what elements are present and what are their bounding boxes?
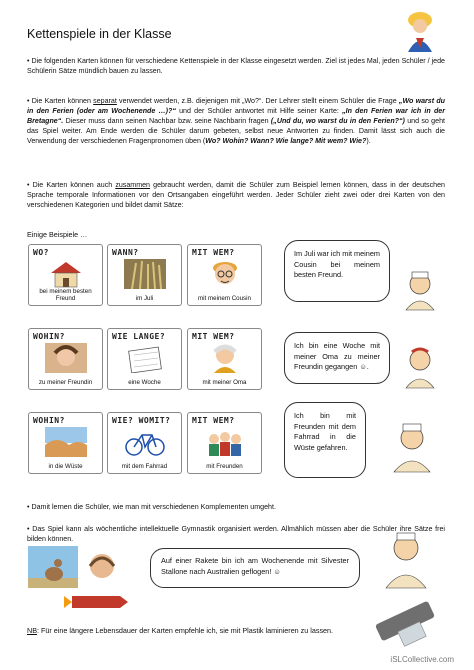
footer-watermark: iSLCollective.com (390, 655, 454, 664)
laughing-chef-icon (372, 528, 440, 590)
paragraph-gymnastics: • Das Spiel kann als wöchentliche intellektuelle Gymnastik organisiert werden. Allmählich müssen aber die Schüler ihre Sätze frei bilden können. (27, 525, 445, 543)
calendar-icon (124, 343, 166, 373)
bicycle-icon (124, 427, 166, 457)
paragraph-complements: • Damit lernen die Schüler, wie man mit verschiedenen Komplementen umgeht. (27, 503, 276, 511)
kangaroo-rocket-collage-icon (28, 546, 138, 608)
girlfriend-photo-icon (45, 343, 87, 373)
card-mit-wem: MIT WEM? mit meinem Cousin (187, 244, 262, 306)
paragraph-intro: • Die folgenden Karten können für verschiedene Kettenspiele in der Klasse eingesetzt werden. Ziel ist jedes Mal, jeden Schüler / jede Schülerin Sätze mündlich bauen zu lassen. (27, 57, 445, 75)
speech-bubble-2: Ich bin eine Woche mit meiner Oma zu meiner Freundin gegangen ☺. (284, 332, 390, 384)
card-wohin: WOHIN? zu meiner Freundin (28, 328, 103, 390)
card-mit-wem-3: MIT WEM? mit Freunden (187, 412, 262, 474)
bullet-icon: • (27, 181, 30, 189)
bullet-icon: • (27, 525, 30, 533)
paragraph-together: • Die Karten können auch zusammen gebraucht werden, damit die Schüler zum Beispiel lernen können, dass in der deutschen Sprache temporale Informationen vor den Ortsangaben eingeführt werden. Jeder Schüler zieht zwei oder drei Karten von den verschiedenen Kategorien und bildet damit Sätze: (27, 181, 445, 209)
card-wo: WO? bei meinem besten Freund (28, 244, 103, 306)
waving-boy-icon (398, 346, 444, 390)
chef-cartoon-icon-2 (384, 420, 440, 474)
card-wohin-2: WOHIN? in die Wüste (28, 412, 103, 474)
speech-bubble-final: Auf einer Rakete bin ich am Wochenende mit Silvester Stallone nach Australien geflogen! ☺ (150, 548, 360, 588)
bullet-icon: • (27, 503, 30, 511)
house-icon (45, 259, 87, 289)
bullet-icon: • (27, 57, 30, 65)
grandmother-cartoon-icon (204, 343, 246, 373)
wheat-field-icon (124, 259, 166, 289)
speech-bubble-3: Ich bin mit Freunden mit dem Fahrrad in die Wüste gefahren. (284, 402, 366, 478)
chef-cartoon-icon (398, 270, 444, 312)
friends-cartoon-icon (204, 427, 246, 457)
card-wie-womit: WIE? WOMIT? mit dem Fahrrad (107, 412, 182, 474)
desert-photo-icon (45, 427, 87, 457)
teacher-avatar-icon (392, 8, 442, 54)
page-title: Kettenspiele in der Klasse (27, 27, 172, 41)
examples-label: Einige Beispiele … (27, 230, 88, 239)
cousin-cartoon-icon (204, 259, 246, 289)
note-laminate: NB: Für eine längere Lebensdauer der Karten empfehle ich, sie mit Plastik laminieren zu lassen. (27, 626, 334, 635)
paragraph-separate: • Die Karten können separat verwendet werden, z.B. diejenigen mit „Wo?“. Der Lehrer stellt einem Schüler die Frage „Wo warst du in den Ferien (oder am Wochenende …)?“ und der Schüler antwortet mit Hilfe seiner Karte: „In den Ferien war ich in der Bretagne“. Dieser muss dann seinen Nachbar bzw. seine Nachbarin fragen („Und du, wo warst du in den Ferien?“) und so geht das Spiel weiter. Am Ende werden die Schüler darum gebeten, selbst neue Antworten zu finden. Damit lässt sich auch die Verwendung der verschiedenen Fragenpronomen üben (Wo? Wohin? Wann? Wie lange? Mit wem? Wie?). (27, 97, 445, 145)
speech-bubble-1: Im Juli war ich mit meinem Cousin bei meinem besten Freund. (284, 240, 390, 302)
bullet-icon: • (27, 97, 30, 105)
laminator-icon (370, 600, 440, 648)
card-wann: WANN? im Juli (107, 244, 182, 306)
card-wie-lange: WIE LANGE? eine Woche (107, 328, 182, 390)
card-mit-wem: MIT WEM? mit meiner Oma (187, 328, 262, 390)
